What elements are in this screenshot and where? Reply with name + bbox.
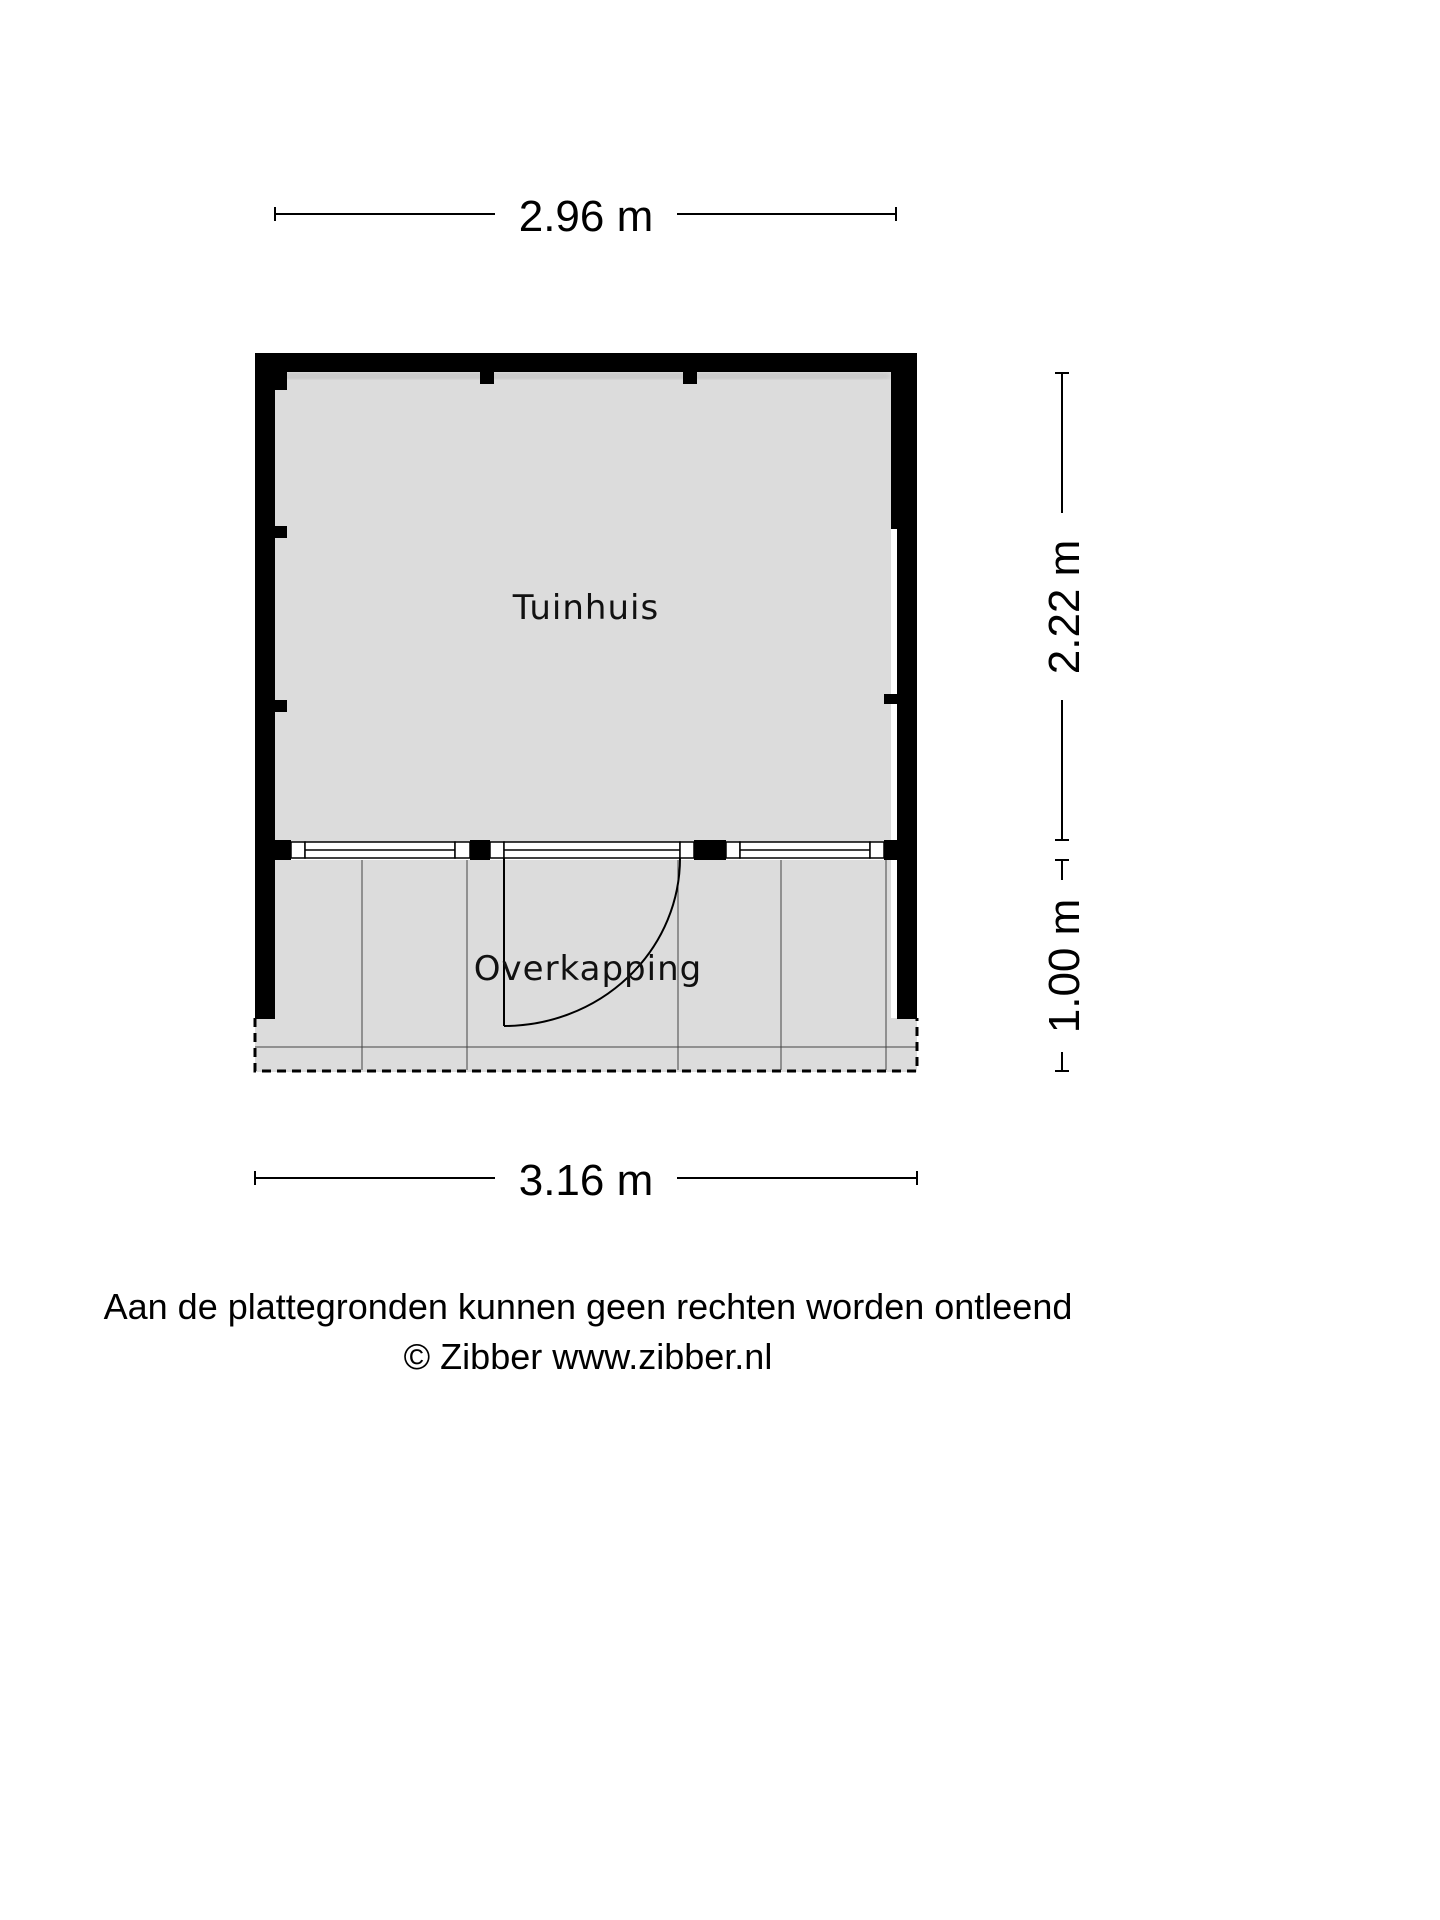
- room-label-overkapping: Overkapping: [473, 949, 703, 989]
- copyright-text: © Zibber www.zibber.nl: [403, 1336, 773, 1377]
- top-dimension: [275, 192, 896, 241]
- bottom-dimension-label: 3.16 m: [518, 1156, 654, 1205]
- right-dimension-overkapping: [1040, 860, 1089, 1071]
- right-dimension-tuinhuis: [1040, 373, 1089, 840]
- disclaimer-text: Aan de plattegronden kunnen geen rechten worden ontleend: [103, 1286, 1073, 1327]
- bottom-dimension: [255, 1156, 917, 1205]
- wall-right: [897, 353, 917, 1019]
- front-windows: [291, 842, 884, 858]
- tuinhuis-depth-label: 2.22 m: [1040, 539, 1089, 675]
- wall-top: [255, 353, 917, 372]
- wall-left: [255, 353, 275, 1019]
- top-dimension-label: 2.96 m: [518, 192, 654, 241]
- room-label-tuinhuis: Tuinhuis: [512, 588, 660, 628]
- overkapping-edge-strip: [255, 1018, 917, 1072]
- overkapping-depth-label: 1.00 m: [1040, 898, 1089, 1034]
